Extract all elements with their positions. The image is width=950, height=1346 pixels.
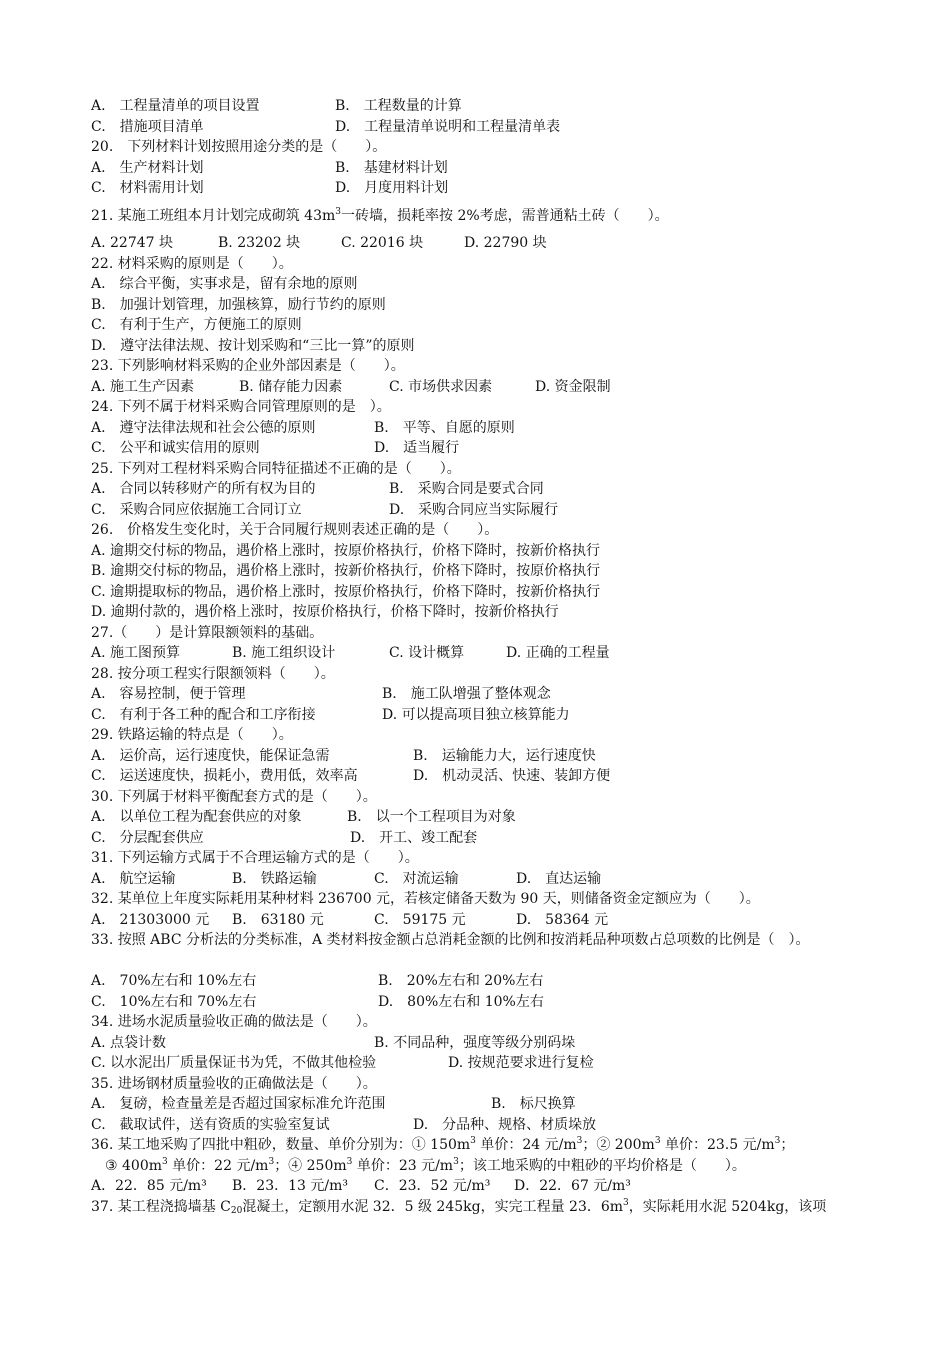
option-d: D. 直达运输 [516,870,602,887]
option-a: A. 施工生产因素 [91,378,195,395]
question-text: ③ $400m^3$ 单价：22 元$/m^3$；④ $250m^3$ 单价：23 元$/m^3$；该工地采购的中粗砂的平均价格是（ ）。 [105,1156,746,1174]
question-28 [91,664,871,685]
option-b: B. 采购合同是要式合同 [389,481,544,497]
option-c: C. 截取试件，送有资质的实验室复试 [91,1116,330,1133]
option-line [91,418,871,439]
option-line [91,561,871,582]
question-text: 20. 下列材料计划按照用途分类的是（ ）。 [91,139,387,155]
option-d: D. 可以提高项目独立核算能力 [382,706,570,723]
option-c: C. 对流运输 [374,870,459,887]
option-line [91,869,871,890]
option-b: B. 平等、自愿的原则 [374,419,515,436]
question-text: 35. 进场钢材质量验收的正确做法是（ ）。 [91,1075,377,1092]
option-a: A. 航空运输 [91,870,176,887]
option-d: D. 采购合同应当实际履行 [389,501,559,518]
option-d: D．22．67 元/m³ [514,1178,631,1194]
option-b: B．23．13 元/m³ [232,1178,348,1194]
option-line [91,746,871,767]
option-line [91,807,871,828]
option-c: C．23．52 元/m³ [374,1178,491,1194]
option-a: A. 21303000 元 [91,911,210,928]
option-line [91,336,871,357]
question-text: 27.（ ）是计算限额领料的基础。 [91,624,324,641]
option-c: C. 有利于各工种的配合和工序衔接 [91,706,316,723]
question-27 [91,623,871,644]
option-b: B. 铁路运输 [232,870,317,887]
question-text: 28. 按分项工程实行限额领料（ ）。 [91,665,335,682]
option-d: D. 分品种、规格、材质垛放 [413,1116,597,1133]
question-list [91,96,871,1217]
question-36 [91,1135,871,1156]
question-text: 32. 某单位上年度实际耗用某种材料 236700 元，若核定储备天数为 90 天，则储备资金定额应为（ ）。 [91,891,760,907]
option-b: B. 储存能力因素 [239,378,343,395]
option-d: D. 月度用料计划 [335,180,449,196]
option-c: C. 材料需用计划 [91,180,204,196]
option-d: D. 按规范要求进行复检 [448,1055,594,1071]
option-line [91,1094,871,1115]
option-c: C. 措施项目清单 [91,118,204,135]
option-a: A. 容易控制，便于管理 [91,686,246,702]
option-line [91,1033,871,1054]
question-text: 25. 下列对工程材料采购合同特征描述不正确的是（ ）。 [91,460,461,477]
question-text: 31. 下列运输方式属于不合理运输方式的是（ ）。 [91,850,419,866]
question-23 [91,356,871,377]
option-c: C. 22016 块 [341,234,424,251]
option-b: B. 基建材料计划 [335,159,448,176]
question-text: 23. 下列影响材料采购的企业外部因素是（ ）。 [91,358,405,374]
question-33 [91,930,871,971]
question-text: 36. 某工地采购了四批中粗砂，数量、单价分别为：① $150m^3$ 单价：24 元$/m^3$；② $200m^3$ 单价：23.5 元$/m^3$； [91,1136,795,1153]
option-d: D. 22790 块 [464,234,547,251]
question-30 [91,787,871,808]
option-c: C. 采购合同应依据施工合同订立 [91,501,302,518]
option-line [91,541,871,562]
option-line [91,1053,871,1074]
option-line [91,602,871,623]
option-c: C. 以水泥出厂质量保证书为凭，不做其他检验 [91,1055,377,1071]
question-text: 30. 下列属于材料平衡配套方式的是（ ）。 [91,788,377,805]
option-b: B. 工程数量的计算 [335,98,462,114]
option-a: A．22．85 元/m³ [91,1178,207,1194]
option-a: A. 70%左右和 10%左右 [91,973,257,989]
option-line [91,992,871,1013]
option-a: A. 合同以转移财产的所有权为目的 [91,481,316,497]
option-line [91,1115,871,1136]
option-line [91,438,871,459]
option-line [91,828,871,849]
option-b: B. 标尺换算 [491,1096,576,1112]
question-29 [91,725,871,746]
option-d: D. 58364 元 [516,911,609,928]
option-line [91,274,871,295]
option-d: D. 工程量清单说明和工程量清单表 [335,118,561,135]
option-a: A. 点袋计数 [91,1034,167,1051]
question-text: 34. 进场水泥质量验收正确的做法是（ ）。 [91,1014,377,1030]
question-text: 21. 某施工班组本月计划完成砌筑 $43m^3$一砖墙，损耗率按 2%考虑，需普通粘土砖（ ）。 [91,206,669,224]
question-25 [91,459,871,480]
option-line [91,910,871,931]
question-37 [91,1197,871,1218]
option-line [91,479,871,500]
option-d: D. 开工、竣工配套 [350,829,478,846]
question-text: 26. 价格发生变化时，关于合同履行规则表述正确的是（ ）。 [91,522,499,538]
option-line [91,233,871,254]
option-line [91,117,871,138]
option-b: B. 施工队增强了整体观念 [382,686,551,702]
option-a: A. 运价高，运行速度快，能保证急需 [91,747,330,764]
question-36-continued [91,1156,871,1177]
option-line [91,96,871,117]
option-line [91,158,871,179]
option-a: A. 22747 块 [91,234,173,251]
option-b: B. 施工组织设计 [232,645,336,661]
option-line [91,178,871,199]
option-line [91,766,871,787]
option-b: B. 20%左右和 20%左右 [378,973,544,989]
option-c: C. 设计概算 [389,645,465,661]
option-d: D. 正确的工程量 [506,645,610,661]
option-b: B. 23202 块 [218,234,301,251]
option-b: B. 以一个工程项目为对象 [347,809,516,825]
option-line [91,971,871,992]
option-line [91,705,871,726]
question-text: 29. 铁路运输的特点是（ ）。 [91,727,293,743]
option-c: C. 市场供求因素 [389,378,493,395]
option-a: A. 逾期交付标的物品，遇价格上涨时，按原价格执行，价格下降时，按新价格执行 [91,542,601,559]
option-line [91,643,871,664]
question-text: 22. 材料采购的原则是（ ）。 [91,255,293,272]
option-a: A. 遵守法律法规和社会公德的原则 [91,419,316,436]
question-24 [91,397,871,418]
option-line [91,500,871,521]
option-c: C. 10%左右和 70%左右 [91,993,257,1010]
question-34 [91,1012,871,1033]
option-a: A. 施工图预算 [91,645,181,661]
option-c: C. 有利于生产，方便施工的原则 [91,317,302,333]
option-b: B. 不同品种，强度等级分别码垛 [374,1034,576,1051]
question-text: 37. 某工程浇捣墙基 $C_{20}$混凝土，定额用水泥 32．5 级 245kg，实完工程量 23．$6m^3$，实际耗用水泥 5204kg，该项 [91,1197,827,1216]
question-21 [91,206,871,227]
option-a: A. 生产材料计划 [91,159,204,176]
option-line [91,315,871,336]
question-31 [91,848,871,869]
option-c: C. 分层配套供应 [91,829,204,846]
option-c: C. 公平和诚实信用的原则 [91,440,260,456]
option-d: D. 80%左右和 10%左右 [378,993,544,1010]
option-a: A. 综合平衡，实事求是，留有余地的原则 [91,276,358,292]
option-line [91,295,871,316]
option-a: A. 工程量清单的项目设置 [91,98,260,114]
option-c: C. 59175 元 [374,911,466,928]
option-line [91,582,871,603]
option-a: A. 以单位工程为配套供应的对象 [91,809,302,825]
option-b: B. 运输能力大，运行速度快 [413,747,596,764]
option-b: B. 63180 元 [232,911,324,928]
option-b: B. 逾期交付标的物品，遇价格上涨时，按新价格执行，价格下降时，按原价格执行 [91,563,601,579]
option-line [91,377,871,398]
option-b: B. 加强计划管理，加强核算，励行节约的原则 [91,296,386,313]
option-line [91,1176,871,1197]
question-32 [91,889,871,910]
question-text: 33. 按照 ABC 分析法的分类标准，A 类材料按金额占总消耗金额的比例和按消耗品种项数占总项数的比例是（ ）。 [91,932,810,948]
option-d: D. 机动灵活、快速、装卸方便 [413,768,611,784]
option-line [91,684,871,705]
question-22 [91,254,871,275]
option-d: D. 逾期付款的，遇价格上涨时，按原价格执行，价格下降时，按新价格执行 [91,604,559,620]
option-c: C. 运送速度快，损耗小，费用低，效率高 [91,768,358,784]
option-c: C. 逾期提取标的物品，遇价格上涨时，按原价格执行，价格下降时，按新价格执行 [91,583,601,600]
option-a: A. 复磅，检查量差是否超过国家标准允许范围 [91,1096,386,1112]
question-35 [91,1074,871,1095]
question-text: 24. 下列不属于材料采购合同管理原则的是 ）。 [91,399,391,415]
option-d: D. 遵守法律法规、按计划采购和“三比一算”的原则 [91,337,415,354]
option-d: D. 适当履行 [374,440,460,456]
question-20 [91,137,871,158]
option-d: D. 资金限制 [535,378,611,395]
question-26 [91,520,871,541]
